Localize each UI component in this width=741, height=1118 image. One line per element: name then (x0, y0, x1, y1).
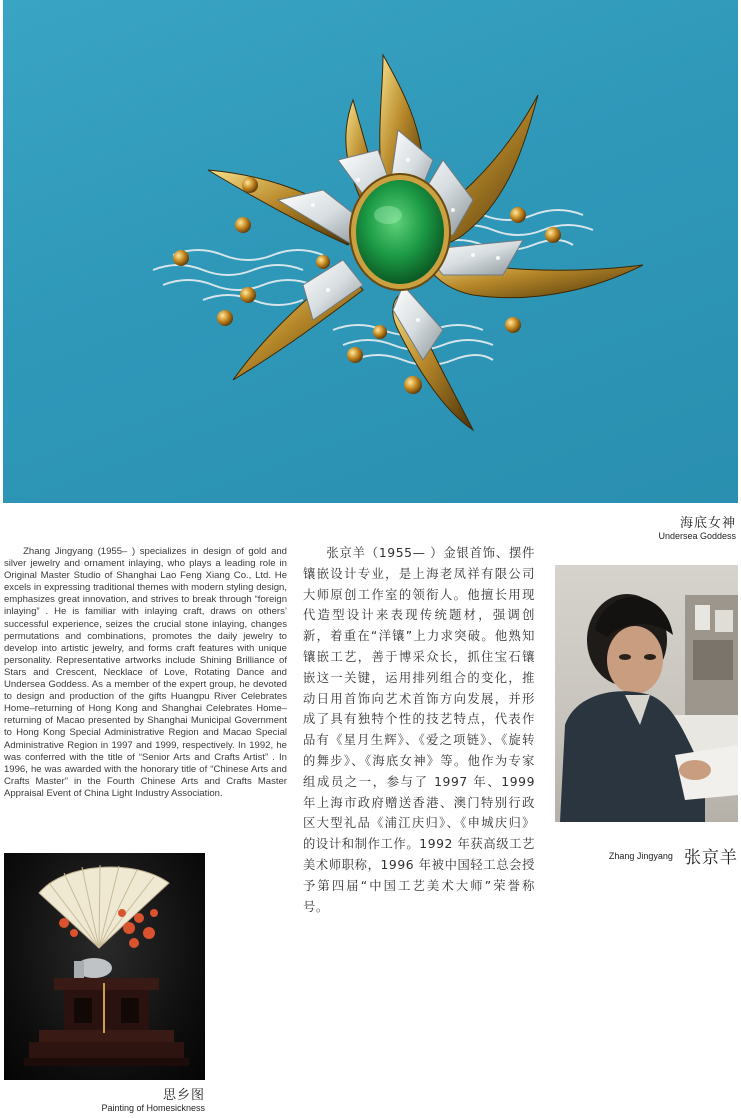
brooch-illustration (3, 0, 738, 503)
artwork-caption (4, 1084, 205, 1113)
portrait-caption-cn: 张京羊 (684, 848, 738, 868)
hero-caption-en: Undersea Goddess (658, 531, 736, 541)
artwork-caption-en: Painting of Homesickness (101, 1103, 205, 1113)
biography-english: Zhang Jingyang (1955– ) specializes in design of gold and silver jewelry and ornament inlaying, who plays a leading role in Original Master Studio of Shanghai Lao Feng Xiang Co., Ltd. He excels in expressing traditional themes with modern styling design, emphasizes great innovation, and strives to break through “foreign inlaying” . He is familiar with inlaying craft, draws on others’ successful experience, seizes the crucial stone inlaying, changes permutations and combinations, promotes the daily jewelry to develop into artistic jewelry, and forms craft features with unique personality. Representative artworks include Shining Brilliance of Stars and Crescent, Necklace of Love, Rotating Dance and Undersea Goddess. As a member of the expert group, he devoted to design and production of the gifts Huangpu River Celebrates Home–returning of Hong Kong and Shanghai Celebrates Home–returning of Macao presented by Shanghai Municipal Government to Hong Kong Special Administrative Region and Macao Special Administrative Region in 1997 and 1999, respectively. In 1992, he was conferred with the title of “Senior Arts and Crafts Artist” . In 1996, he was awarded with the honorary title of “Chinese Arts and Crafts Master” in the Fourth Chinese Arts and Crafts Master Appraisal Event of China Light Industry Association. (4, 546, 287, 799)
portrait-caption (590, 843, 738, 868)
artwork-illustration (4, 853, 205, 1080)
hero-photo-undersea-goddess (3, 0, 738, 503)
portrait-photo (555, 565, 738, 822)
artwork-photo-homesickness (4, 853, 205, 1080)
portrait-caption-en: Zhang Jingyang (608, 850, 673, 861)
hero-caption-cn: 海底女神 (679, 516, 736, 531)
biography-chinese: 张京羊（1955— ）金银首饰、摆件镶嵌设计专业，是上海老凤祥有限公司大师原创工作室的领衔人。他擅长用现代造型设计来表现传统题材，强调创新，着重在“洋镶”上力求突破。他熟知镶嵌工艺，善于博采众长，抓住宝石镶嵌这一关键，运用排列组合的变化，推动日用首饰向艺术首饰方向发展，并形成了具有独特个性的技艺特点，代表作品有《星月生辉》、《爱之项链》、《旋转的舞步》、《海底女神》等。他作为专家组成员之一，参与了 1997 年、1999 年上海市政府赠送香港、澳门特别行政区大型礼品《浦江庆归》、《申城庆归》的设计和制作工作。1992 年获高级工艺美术师职称，1996 年被中国轻工总会授予第四届“中国工艺美术大师”荣誉称号。 (303, 546, 535, 914)
hero-caption (658, 512, 736, 541)
artwork-caption-cn: 思乡图 (162, 1088, 205, 1103)
portrait-illustration (555, 565, 738, 822)
